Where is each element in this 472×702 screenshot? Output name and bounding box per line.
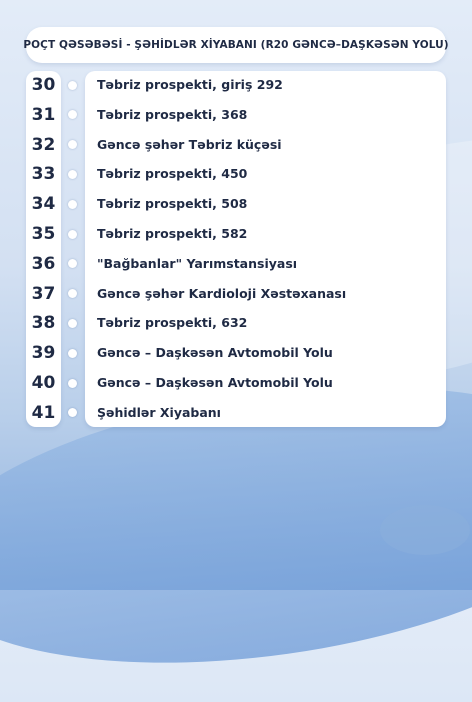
stop-number: 30 bbox=[31, 75, 56, 95]
stop-dot-icon bbox=[68, 319, 77, 328]
stop-number: 32 bbox=[31, 134, 56, 155]
stop-number: 33 bbox=[31, 164, 56, 185]
stop-name: Gəncə – Daşkəsən Avtomobil Yolu bbox=[97, 375, 333, 390]
stop-number: 41 bbox=[31, 402, 56, 423]
background-glow bbox=[380, 505, 470, 555]
stop-number: 40 bbox=[31, 373, 56, 393]
stop-name: Təbriz prospekti, 450 bbox=[97, 166, 248, 182]
stop-name: Təbriz prospekti, giriş 292 bbox=[97, 77, 283, 92]
stop-dot-icon bbox=[68, 379, 77, 388]
stop-name: Gəncə şəhər Təbriz küçəsi bbox=[97, 136, 282, 152]
stop-name: Təbriz prospekti, 582 bbox=[97, 226, 248, 241]
stop-name: "Bağbanlar" Yarımstansiyası bbox=[97, 255, 298, 271]
stop-name: Gəncə şəhər Kardioloji Xəstəxanası bbox=[97, 285, 347, 301]
stop-dot-icon bbox=[68, 200, 77, 209]
stop-number: 36 bbox=[31, 253, 56, 274]
stop-dot-icon bbox=[68, 81, 77, 90]
stop-number: 35 bbox=[31, 224, 56, 244]
stop-name: Şəhidlər Xiyabanı bbox=[97, 404, 221, 420]
stop-name: Gəncə – Daşkəsən Avtomobil Yolu bbox=[97, 345, 333, 361]
stop-dot-icon bbox=[68, 230, 77, 239]
stop-name: Təbriz prospekti, 508 bbox=[97, 196, 248, 212]
stop-list-card bbox=[85, 71, 446, 427]
stop-name: Təbriz prospekti, 632 bbox=[97, 315, 248, 331]
route-title: POÇT QƏSƏBƏSİ - ŞƏHİDLƏR XİYABANI (R20 GƏNCƏ–DAŞKƏSƏN YOLU) bbox=[23, 39, 449, 51]
stop-number: 34 bbox=[31, 194, 56, 215]
stop-number: 31 bbox=[31, 104, 56, 125]
stop-name: Təbriz prospekti, 368 bbox=[97, 106, 248, 122]
stop-number: 37 bbox=[31, 283, 56, 304]
stop-number: 39 bbox=[31, 343, 56, 364]
route-title-banner bbox=[23, 27, 449, 63]
stop-dot-icon bbox=[68, 170, 77, 179]
stop-number: 38 bbox=[31, 313, 56, 334]
stop-dot-icon bbox=[68, 349, 77, 358]
